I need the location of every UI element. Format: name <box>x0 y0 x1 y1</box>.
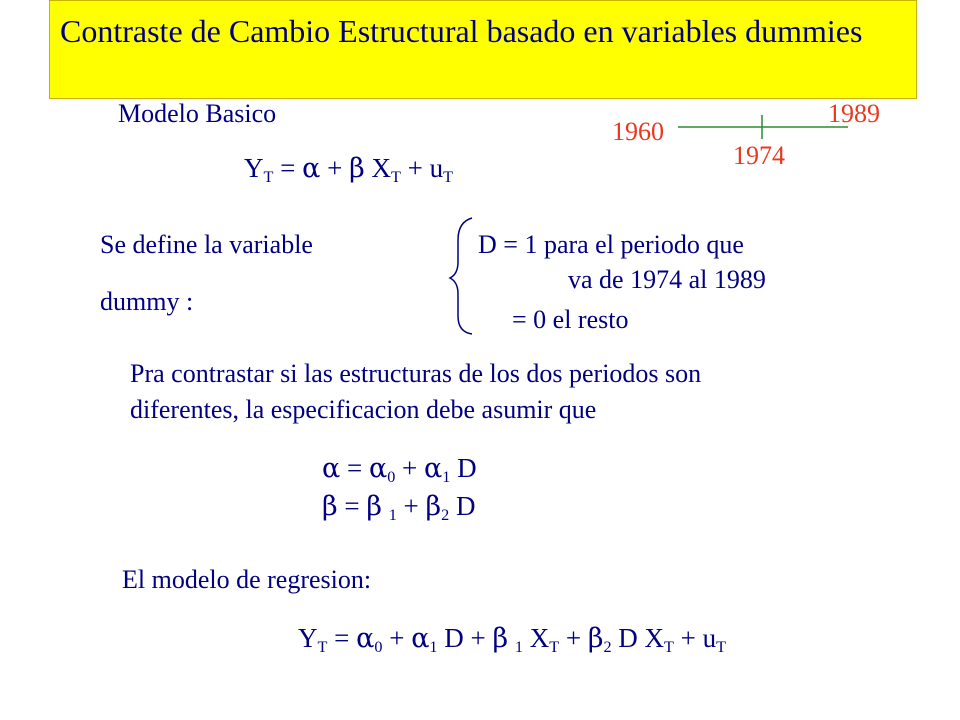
timeline-break-year: 1974 <box>733 141 785 170</box>
timeline-start-year: 1960 <box>612 117 664 146</box>
dummy-label: dummy : <box>100 287 194 316</box>
paragraph-line1: Pra contrastar si las estructuras de los dos periodos son <box>130 359 702 388</box>
equation-beta: β = β $_1 + \beta_2$ D <box>322 491 476 524</box>
dummy-definition-line2: va de 1974 al 1989 <box>568 265 766 294</box>
brace-icon <box>448 216 478 336</box>
dummy-definition-line3: = 0 el resto <box>512 305 629 334</box>
slide-title: Contraste de Cambio Estructural basado en variables dummies <box>60 13 863 49</box>
define-variable-text: Se define la variable <box>100 230 313 259</box>
timeline-line <box>676 112 852 142</box>
equation-regression-model: $Y_T = \alpha_0 + \alpha_1$ D + β $_1$ $X_T + \beta_2$ D $X_T + u_T$ <box>298 623 727 656</box>
modelo-basico-label: Modelo Basico <box>118 99 277 128</box>
title-box <box>49 0 917 99</box>
equation-alpha: $\alpha = \alpha_0 + \alpha_1$ D <box>322 453 477 486</box>
paragraph-line2: diferentes, la especificacion debe asumir que <box>130 395 597 424</box>
dummy-definition-line1: D = 1 para el periodo que <box>478 230 744 259</box>
timeline-end-year: 1989 <box>828 99 880 128</box>
regression-label: El modelo de regresion: <box>122 565 372 594</box>
equation-basic-model: $Y_T = \alpha + \beta$ $X_T + u_T$ <box>244 153 453 186</box>
